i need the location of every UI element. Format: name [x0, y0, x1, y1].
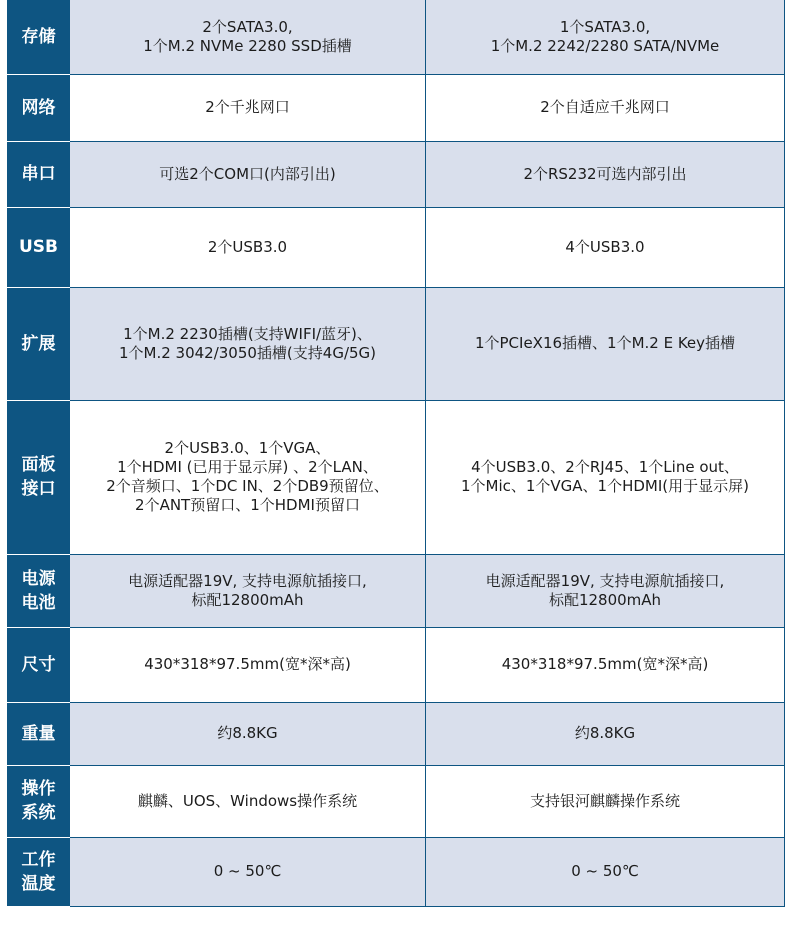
label-line: 扩展: [21, 333, 56, 354]
label-line: 电源: [21, 568, 56, 589]
value-line: 1个M.2 2230插槽(支持WIFI/蓝牙)、: [123, 324, 372, 343]
value-line: 1个M.2 2242/2280 SATA/NVMe: [490, 36, 720, 55]
row-network: [7, 74, 785, 141]
label-line: 接口: [21, 479, 56, 499]
row-label-serial: [7, 141, 70, 207]
row-usb: [7, 207, 785, 287]
value-line: 电源适配器19V, 支持电源航插接口,: [128, 571, 367, 590]
value-line: 标配12800mAh: [548, 590, 662, 609]
row-label-network: [7, 74, 70, 141]
label-line: 重量: [21, 723, 56, 744]
panel-ports-value-model-a: [70, 400, 426, 554]
row-label-panel-ports: [7, 400, 70, 554]
label-line: 存储: [21, 26, 56, 47]
expansion-value-model-b: [426, 287, 785, 400]
value-line: 430*318*97.5mm(宽*深*高): [501, 655, 709, 673]
value-line: 0 ~ 50℃: [571, 862, 639, 880]
temperature-value-model-a: [70, 837, 426, 906]
expansion-value-model-a: [70, 287, 426, 400]
label-line: 网络: [21, 97, 56, 118]
value-line: 麒麟、UOS、Windows操作系统: [137, 791, 358, 810]
row-serial: [7, 141, 785, 207]
label-line: 操作: [21, 779, 56, 799]
usb-value-model-b: [426, 207, 785, 287]
power-value-model-b: [426, 554, 785, 627]
row-power: [7, 554, 785, 627]
row-dimensions: [7, 627, 785, 702]
row-storage: [7, 0, 785, 74]
value-line: 2个RS232可选内部引出: [523, 164, 687, 183]
value-line: 1个PCIeX16插槽、1个M.2 E Key插槽: [474, 334, 736, 352]
dimensions-value-model-a: [70, 627, 426, 702]
value-line: 标配12800mAh: [191, 590, 304, 609]
os-value-model-b: [426, 765, 785, 837]
value-line: 1个M.2 3042/3050插槽(支持4G/5G): [118, 343, 377, 362]
storage-value-model-a: [70, 0, 426, 74]
row-label-weight: [7, 702, 70, 765]
value-line: 2个ANT预留口、1个HDMI预留口: [135, 496, 360, 514]
value-line: 2个SATA3.0,: [202, 17, 293, 36]
serial-value-model-a: [70, 141, 426, 207]
row-label-dimensions: [7, 627, 70, 702]
row-os: [7, 765, 785, 837]
label-line: USB: [18, 237, 58, 257]
value-line: 1个SATA3.0,: [559, 17, 651, 36]
value-line: 1个HDMI (已用于显示屏) 、2个LAN、: [117, 458, 378, 476]
value-line: 2个USB3.0: [207, 237, 288, 256]
label-line: 尺寸: [21, 654, 56, 675]
value-line: 2个自适应千兆网口: [540, 98, 670, 116]
usb-value-model-a: [70, 207, 426, 287]
row-label-os: [7, 765, 70, 837]
weight-value-model-a: [70, 702, 426, 765]
network-value-model-a: [70, 74, 426, 141]
network-value-model-b: [426, 74, 785, 141]
label-line: 温度: [21, 873, 56, 894]
value-line: 可选2个COM口(内部引出): [159, 164, 336, 183]
spec-comparison-table: [7, 0, 785, 907]
value-line: 约8.8KG: [217, 724, 278, 742]
value-line: 430*318*97.5mm(宽*深*高): [144, 655, 351, 673]
value-line: 2个千兆网口: [205, 98, 290, 116]
row-panel-ports: [7, 400, 785, 554]
panel-ports-value-model-b: [426, 400, 785, 554]
os-value-model-a: [70, 765, 426, 837]
row-temperature: [7, 837, 785, 906]
label-line: 工作: [21, 849, 56, 870]
value-line: 4个USB3.0: [565, 237, 645, 256]
label-line: 串口: [21, 164, 56, 184]
row-weight: [7, 702, 785, 765]
label-line: 系统: [21, 803, 56, 823]
label-line: 电池: [21, 592, 56, 613]
label-line: 面板: [21, 455, 56, 475]
value-line: 约8.8KG: [574, 724, 636, 742]
row-label-storage: [7, 0, 70, 74]
value-line: 4个USB3.0、2个RJ45、1个Line out、: [471, 458, 739, 476]
temperature-value-model-b: [426, 837, 785, 906]
value-line: 2个USB3.0、1个VGA、: [164, 439, 331, 457]
row-expansion: [7, 287, 785, 400]
power-value-model-a: [70, 554, 426, 627]
value-line: 1个M.2 NVMe 2280 SSD插槽: [143, 36, 352, 55]
dimensions-value-model-b: [426, 627, 785, 702]
row-label-usb: [7, 207, 70, 287]
value-line: 支持银河麒麟操作系统: [529, 791, 680, 810]
weight-value-model-b: [426, 702, 785, 765]
row-label-expansion: [7, 287, 70, 400]
value-line: 2个音频口、1个DC IN、2个DB9预留位、: [106, 477, 389, 495]
value-line: 1个Mic、1个VGA、1个HDMI(用于显示屏): [460, 477, 750, 495]
value-line: 0 ~ 50℃: [213, 862, 282, 880]
value-line: 电源适配器19V, 支持电源航插接口,: [485, 571, 725, 590]
serial-value-model-b: [426, 141, 785, 207]
row-label-power: [7, 554, 70, 627]
row-label-temperature: [7, 837, 70, 906]
storage-value-model-b: [426, 0, 785, 74]
